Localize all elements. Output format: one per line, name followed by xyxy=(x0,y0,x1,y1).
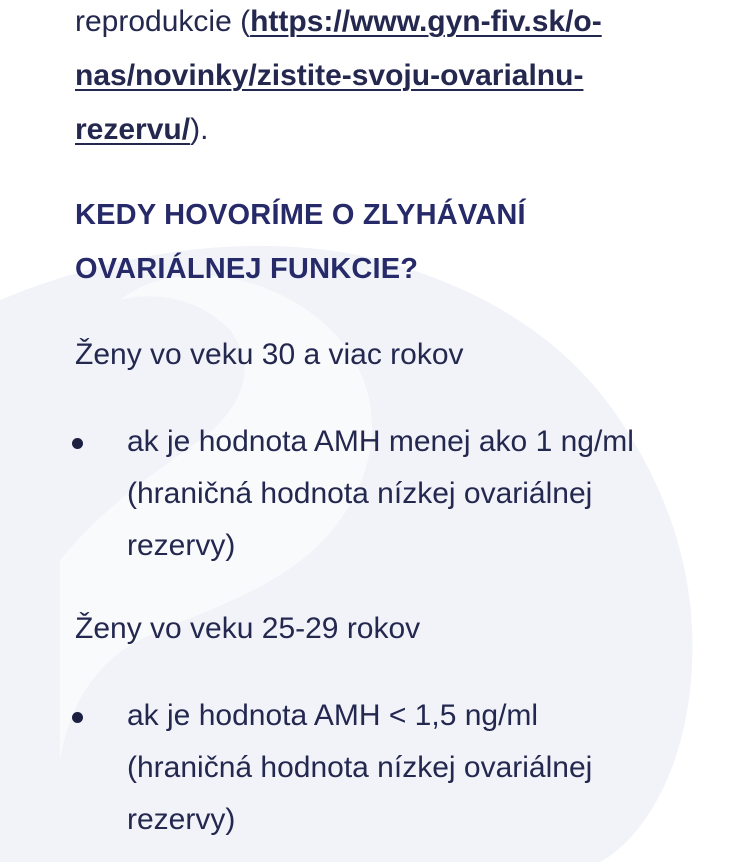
intro-paragraph xyxy=(75,0,695,157)
group-label-age-25-29: Ženy vo veku 25-29 rokov xyxy=(75,612,421,645)
bullet-icon xyxy=(72,438,83,449)
list-item xyxy=(0,690,647,846)
ovarian-reserve-link[interactable]: https://www.gyn-fiv.sk/o-nas/novinky/zistite-svoju-ovarialnu-rezervu/ xyxy=(75,5,602,146)
bullet-list-age-30-plus xyxy=(0,416,750,572)
intro-suffix: ). xyxy=(190,113,209,146)
bullet-icon xyxy=(72,712,83,723)
bullet-list-age-25-29 xyxy=(0,690,750,846)
intro-prefix: reprodukcie ( xyxy=(75,5,251,38)
list-item-text: ak je hodnota AMH < 1,5 ng/ml (hraničná hodnota nízkej ovariálnej rezervy) xyxy=(127,699,593,836)
list-item-text: ak je hodnota AMH menej ako 1 ng/ml (hraničná hodnota nízkej ovariálnej rezervy) xyxy=(127,425,634,562)
group-label-age-30-plus: Ženy vo veku 30 a viac rokov xyxy=(75,338,464,371)
section-heading: KEDY HOVORÍME O ZLYHÁVANÍ OVARIÁLNEJ FUNKCIE? xyxy=(75,199,526,285)
list-item xyxy=(0,416,647,572)
